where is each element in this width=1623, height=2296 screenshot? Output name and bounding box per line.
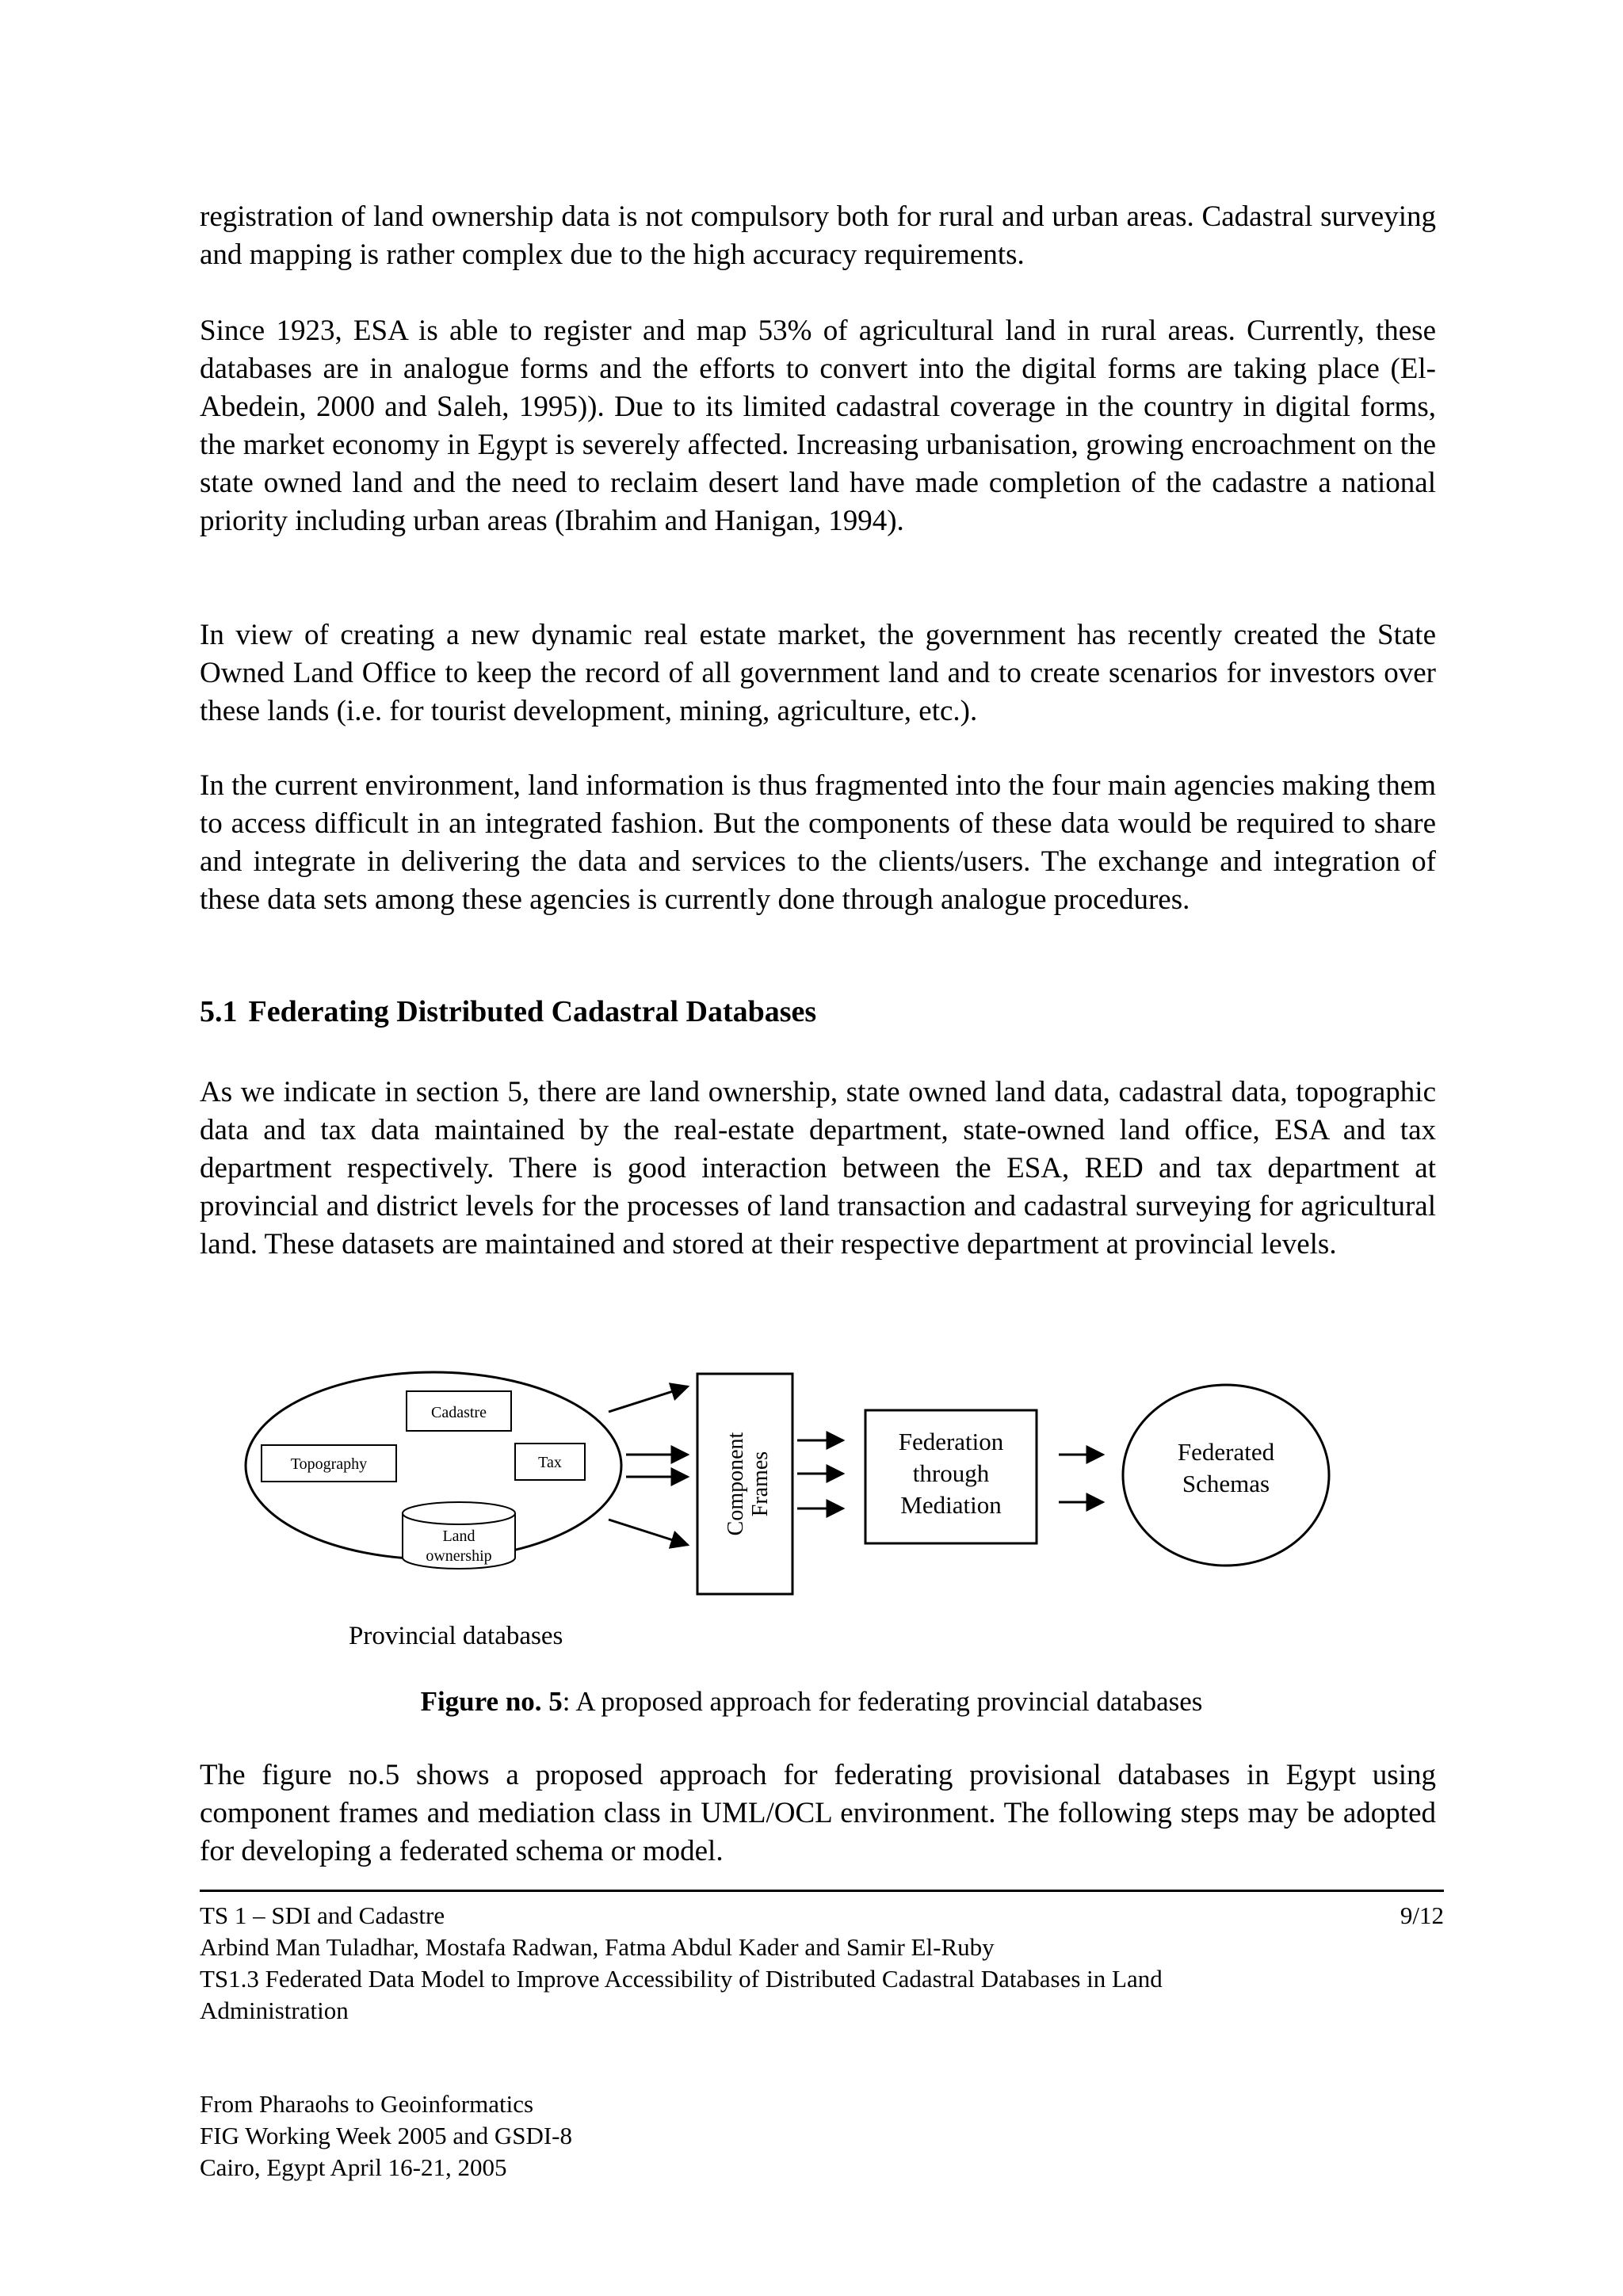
cadastre-label: Cadastre [431, 1404, 487, 1421]
land-ownership-label-line2: ownership [426, 1547, 492, 1565]
footer-event-line2: FIG Working Week 2005 and GSDI-8 [200, 2122, 573, 2149]
federation-diagram [238, 1347, 1347, 1664]
tax-database-icon [515, 1444, 585, 1480]
mediation-label-line3: Mediation [900, 1491, 1002, 1519]
federated-schemas-label-line2: Schemas [1182, 1470, 1270, 1497]
federated-schemas-node [1123, 1385, 1329, 1566]
page-number: 9/12 [1400, 1901, 1444, 1929]
section-heading [200, 994, 816, 1029]
paragraph-figure-description: The figure no.5 shows a proposed approach for federating provisional databases in Egypt using component frames and mediation class in UML/OCL environment. The following steps may be adopted for developing a federated schema or model. [200, 1759, 1436, 1867]
figure-caption-text: : A proposed approach for federating provincial databases [562, 1686, 1203, 1717]
component-frames-box [697, 1374, 792, 1594]
component-frames-label-line1: Component [724, 1432, 748, 1536]
section-title: Federating Distributed Cadastral Databases [248, 995, 817, 1028]
land-ownership-database-icon [403, 1502, 515, 1569]
federated-schemas-label-line1: Federated [1177, 1438, 1275, 1466]
footer-block [200, 1900, 1444, 2027]
paragraph-esa-history: Since 1923, ESA is able to register and map 53% of agricultural land in rural areas. Currently, these databases are in analogue forms and the efforts to convert into the digital forms are taking place (El-Abedein, 2000 and Saleh, 1995)). Due to its limited cadastral coverage in the country in digital forms, the market economy in Egypt is severely affected. Increasing urbanisation, growing encroachment on the state owned land and the need to reclaim desert land have made completion of the cadastre a national priority including urban areas (Ibrahim and Hanigan, 1994). [200, 315, 1436, 537]
footer-paper-title-line2: Administration [200, 1997, 349, 2024]
provincial-databases-label: Provincial databases [349, 1622, 563, 1650]
mediation-to-schemas-arrows [1059, 1455, 1103, 1502]
section-number: 5.1 [200, 995, 238, 1028]
footer-event-line3: Cairo, Egypt April 16-21, 2005 [200, 2153, 507, 2181]
paragraph-state-owned-land: In view of creating a new dynamic real estate market, the government has recently created the State Owned Land Office to keep the record of all government land and to create scenarios for investors over these lands (i.e. for tourist development, mining, agriculture, etc.). [200, 619, 1436, 727]
mediation-label-line1: Federation [898, 1428, 1004, 1455]
figure-caption-label: Figure no. 5 [420, 1686, 563, 1717]
paragraph-fragmentation: In the current environment, land information is thus fragmented into the four main agencies making them to access difficult in an integrated fashion. But the components of these data would be required to share and integrate in delivering the data and services to the clients/users. The exchange and integration of these data sets among these agencies is currently done through analogue procedures. [200, 769, 1436, 916]
tax-label: Tax [538, 1454, 562, 1471]
mediation-label-line2: through [912, 1459, 990, 1487]
footer-event-block [200, 2088, 1444, 2183]
land-ownership-label-line1: Land [442, 1527, 475, 1545]
footer-session: TS 1 – SDI and Cadastre [200, 1901, 445, 1929]
component-frames-label-line2: Frames [748, 1451, 773, 1517]
footer-paper-title-line1: TS1.3 Federated Data Model to Improve Accessibility of Distributed Cadastral Databases in Land [200, 1965, 1163, 1993]
footer-divider [200, 1890, 1444, 1892]
footer-authors: Arbind Man Tuladhar, Mostafa Radwan, Fatma Abdul Kader and Samir El-Ruby [200, 1933, 995, 1961]
figure-caption [0, 1686, 1623, 1718]
mediation-box [865, 1410, 1037, 1543]
topography-label: Topography [290, 1455, 368, 1473]
cadastre-database-icon [407, 1391, 511, 1431]
topography-database-icon [262, 1445, 396, 1482]
frames-to-mediation-arrows [797, 1440, 843, 1508]
paragraph-datasets: As we indicate in section 5, there are land ownership, state owned land data, cadastral data, topographic data and tax data maintained by the real-estate department, state-owned land office, ESA and tax department respectively. There is good interaction between the ESA, RED and tax department at provincial and district levels for the processes of land transaction and cadastral surveying for agricultural land. These datasets are maintained and stored at their respective department at provincial levels. [200, 1076, 1436, 1261]
paragraph-registration: registration of land ownership data is not compulsory both for rural and urban areas. Cadastral surveying and mapping is rather complex due to the high accuracy requirements. [200, 200, 1436, 271]
footer-event-line1: From Pharaohs to Geoinformatics [200, 2090, 534, 2118]
